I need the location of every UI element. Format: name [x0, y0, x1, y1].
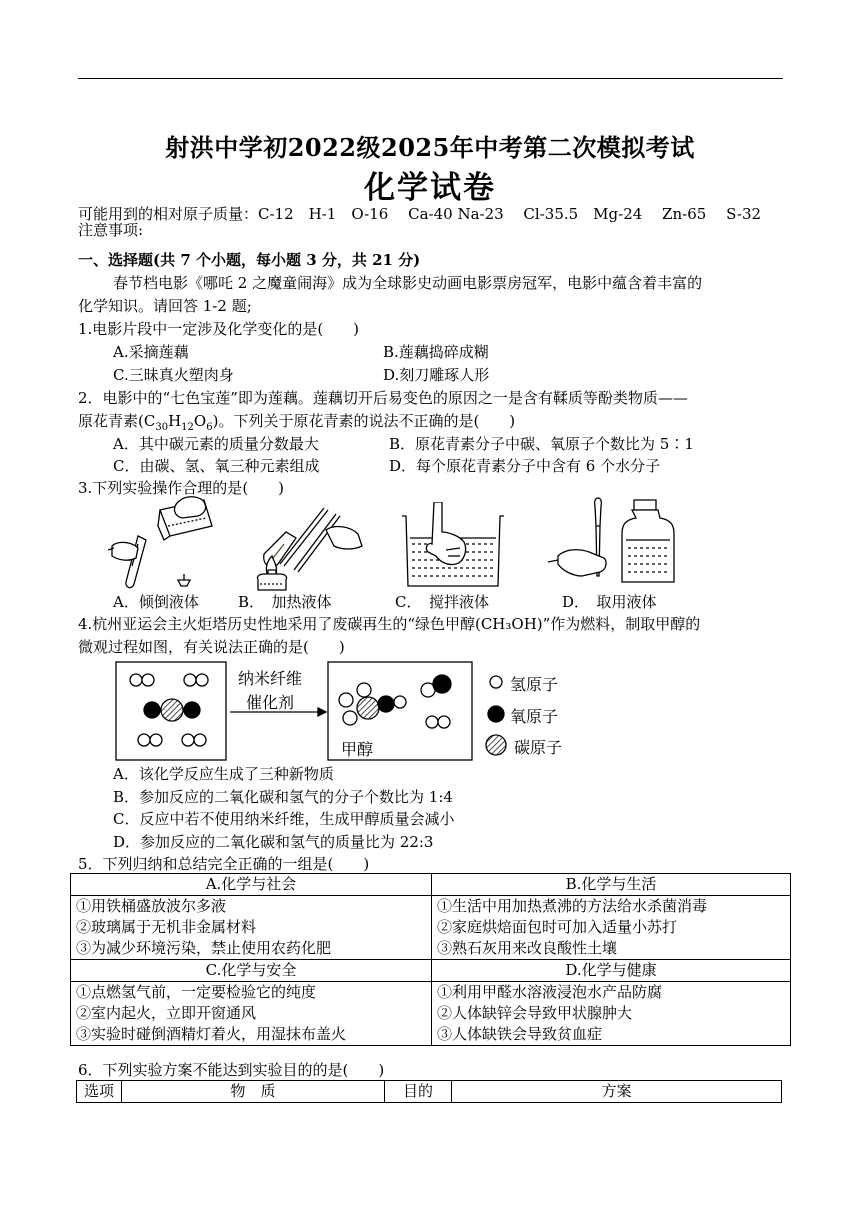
q6-stem: 6．下列实验方案不能达到实验目的的是( ): [78, 1061, 385, 1079]
q4-option-d: D．参加反应的二氧化碳和氢气的质量比为 22:3: [113, 833, 434, 851]
q4-option-b: B．参加反应的二氧化碳和氢气的分子个数比为 1:4: [113, 788, 453, 806]
q2-stem-line1: 2．电影中的“七色宝莲”即为莲藕。莲藕切开后易变色的原因之一是含有鞣质等酚类物质——: [78, 389, 688, 407]
legend-hydrogen: 氢原子: [510, 675, 559, 694]
legend-carbon: 碳原子: [514, 738, 563, 757]
q5-a2: ②玻璃属于无机非金属材料: [71, 917, 432, 938]
q3-option-b: B． 加热液体: [238, 593, 332, 611]
stirring-liquid-figure: [398, 502, 508, 592]
q4-option-a: A．该化学反应生成了三种新物质: [113, 765, 334, 783]
section1-heading: 一、选择题(共 7 个小题，每小题 3 分，共 21 分): [78, 251, 421, 269]
q4-stem-line2: 微观过程如图，有关说法正确的是( ): [78, 638, 345, 656]
q6-table: [76, 1080, 782, 1103]
q2-text: O: [193, 412, 207, 430]
q4-option-c: C．反应中若不使用纳米纤维，生成甲醇质量会减小: [113, 810, 455, 828]
q4-stem-line1: 4.杭州亚运会主火炬塔历史性地采用了废碳再生的“绿色甲醇(CH₃OH)”作为燃料，制取甲醇的: [78, 615, 701, 633]
q3-stem: 3.下列实验操作合理的是( ): [78, 479, 285, 497]
q2-option-d: D．每个原花青素分子中含有 6 个水分子: [389, 457, 661, 475]
header-rule: [78, 78, 783, 79]
q2-sub: 12: [181, 422, 194, 433]
q1-option-b: B.莲藕捣碎成糊: [383, 343, 489, 361]
q5-b2: ②家庭烘焙面包时可加入适量小苏打: [432, 917, 791, 938]
q5-a1: ①用铁桶盛放波尔多液: [71, 896, 432, 918]
q5-table: [70, 873, 791, 1046]
pouring-liquid-figure: [108, 496, 228, 592]
atomic-masses: 可能用到的相对原子质量：C-12 H-1 O-16 Ca-40 Na-23 Cl-35.5 Mg-24 Zn-65 S-32: [78, 205, 762, 223]
q6-col-substance: 物 质: [122, 1081, 385, 1103]
q5-b-head: B.化学与生活: [432, 874, 791, 896]
q5-d1: ①利用甲醛水溶液浸泡水产品防腐: [432, 982, 791, 1004]
q5-d3: ③人体缺铁会导致贫血症: [432, 1024, 791, 1046]
q5-c-head: C.化学与安全: [71, 960, 432, 982]
q2-stem-line2: [78, 410, 515, 433]
q1-option-a: A.采摘莲藕: [113, 343, 189, 361]
q5-d2: ②人体缺锌会导致甲状腺肿大: [432, 1003, 791, 1024]
q2-option-a: A．其中碳元素的质量分数最大: [113, 435, 319, 453]
q2-sub: 30: [155, 422, 169, 433]
q5-d-head: D.化学与健康: [432, 960, 791, 982]
q2-option-b: B．原花青素分子中碳、氧原子个数比为 5∶1: [389, 435, 694, 453]
dropper-liquid-figure: [548, 496, 678, 592]
legend-oxygen: 氧原子: [510, 707, 559, 726]
q2-text: H: [168, 412, 182, 430]
q1-stem: 1.电影片段中一定涉及化学变化的是( ): [78, 320, 360, 338]
q5-a3: ③为减少环境污染，禁止使用农药化肥: [71, 938, 432, 960]
q6-col-option: 选项: [77, 1081, 122, 1103]
q2-option-c: C．由碳、氢、氧三种元素组成: [113, 457, 320, 475]
q5-a-head: A.化学与社会: [71, 874, 432, 896]
q5-c3: ③实验时碰倒酒精灯着火，用湿抹布盖火: [71, 1024, 432, 1046]
q1-option-c: C.三昧真火塑肉身: [113, 366, 234, 384]
subject-title: 化学试卷: [364, 170, 496, 206]
q3-option-d: D． 取用液体: [562, 593, 657, 611]
q3-option-c: C． 搅拌液体: [395, 593, 489, 611]
q5-stem: 5．下列归纳和总结完全正确的一组是( ): [78, 855, 370, 873]
exam-title: 射洪中学初2022级2025年中考第二次模拟考试: [165, 133, 695, 162]
q3-option-a: A．倾倒液体: [113, 593, 199, 611]
q6-col-purpose: 目的: [385, 1081, 452, 1103]
intro-line2: 化学知识。请回答 1-2 题;: [78, 297, 252, 315]
arrow-label-bottom: 催化剂: [246, 693, 295, 712]
arrow-label-top: 纳米纤维: [238, 669, 303, 688]
q5-c1: ①点燃氢气前，一定要检验它的纯度: [71, 982, 432, 1004]
q5-c2: ②室内起火，立即开窗通风: [71, 1003, 432, 1024]
q2-text: )。下列关于原花青素的说法不正确的是( ): [212, 412, 516, 430]
notes-label: 注意事项:: [78, 221, 144, 239]
methanol-label: 甲醇: [341, 740, 374, 759]
q1-option-d: D.刻刀雕琢人形: [383, 366, 490, 384]
intro-line1: 春节档电影《哪吒 2 之魔童闹海》成为全球影史动画电影票房冠军，电影中蕴含着丰富的: [113, 274, 703, 292]
q2-sub: 6: [206, 422, 213, 433]
q5-b3: ③熟石灰用来改良酸性土壤: [432, 938, 791, 960]
q2-text: 原花青素(C: [78, 412, 156, 430]
heating-liquid-figure: [238, 494, 368, 594]
q5-b1: ①生活中用加热煮沸的方法给水杀菌消毒: [432, 896, 791, 918]
q6-col-plan: 方案: [452, 1081, 782, 1103]
